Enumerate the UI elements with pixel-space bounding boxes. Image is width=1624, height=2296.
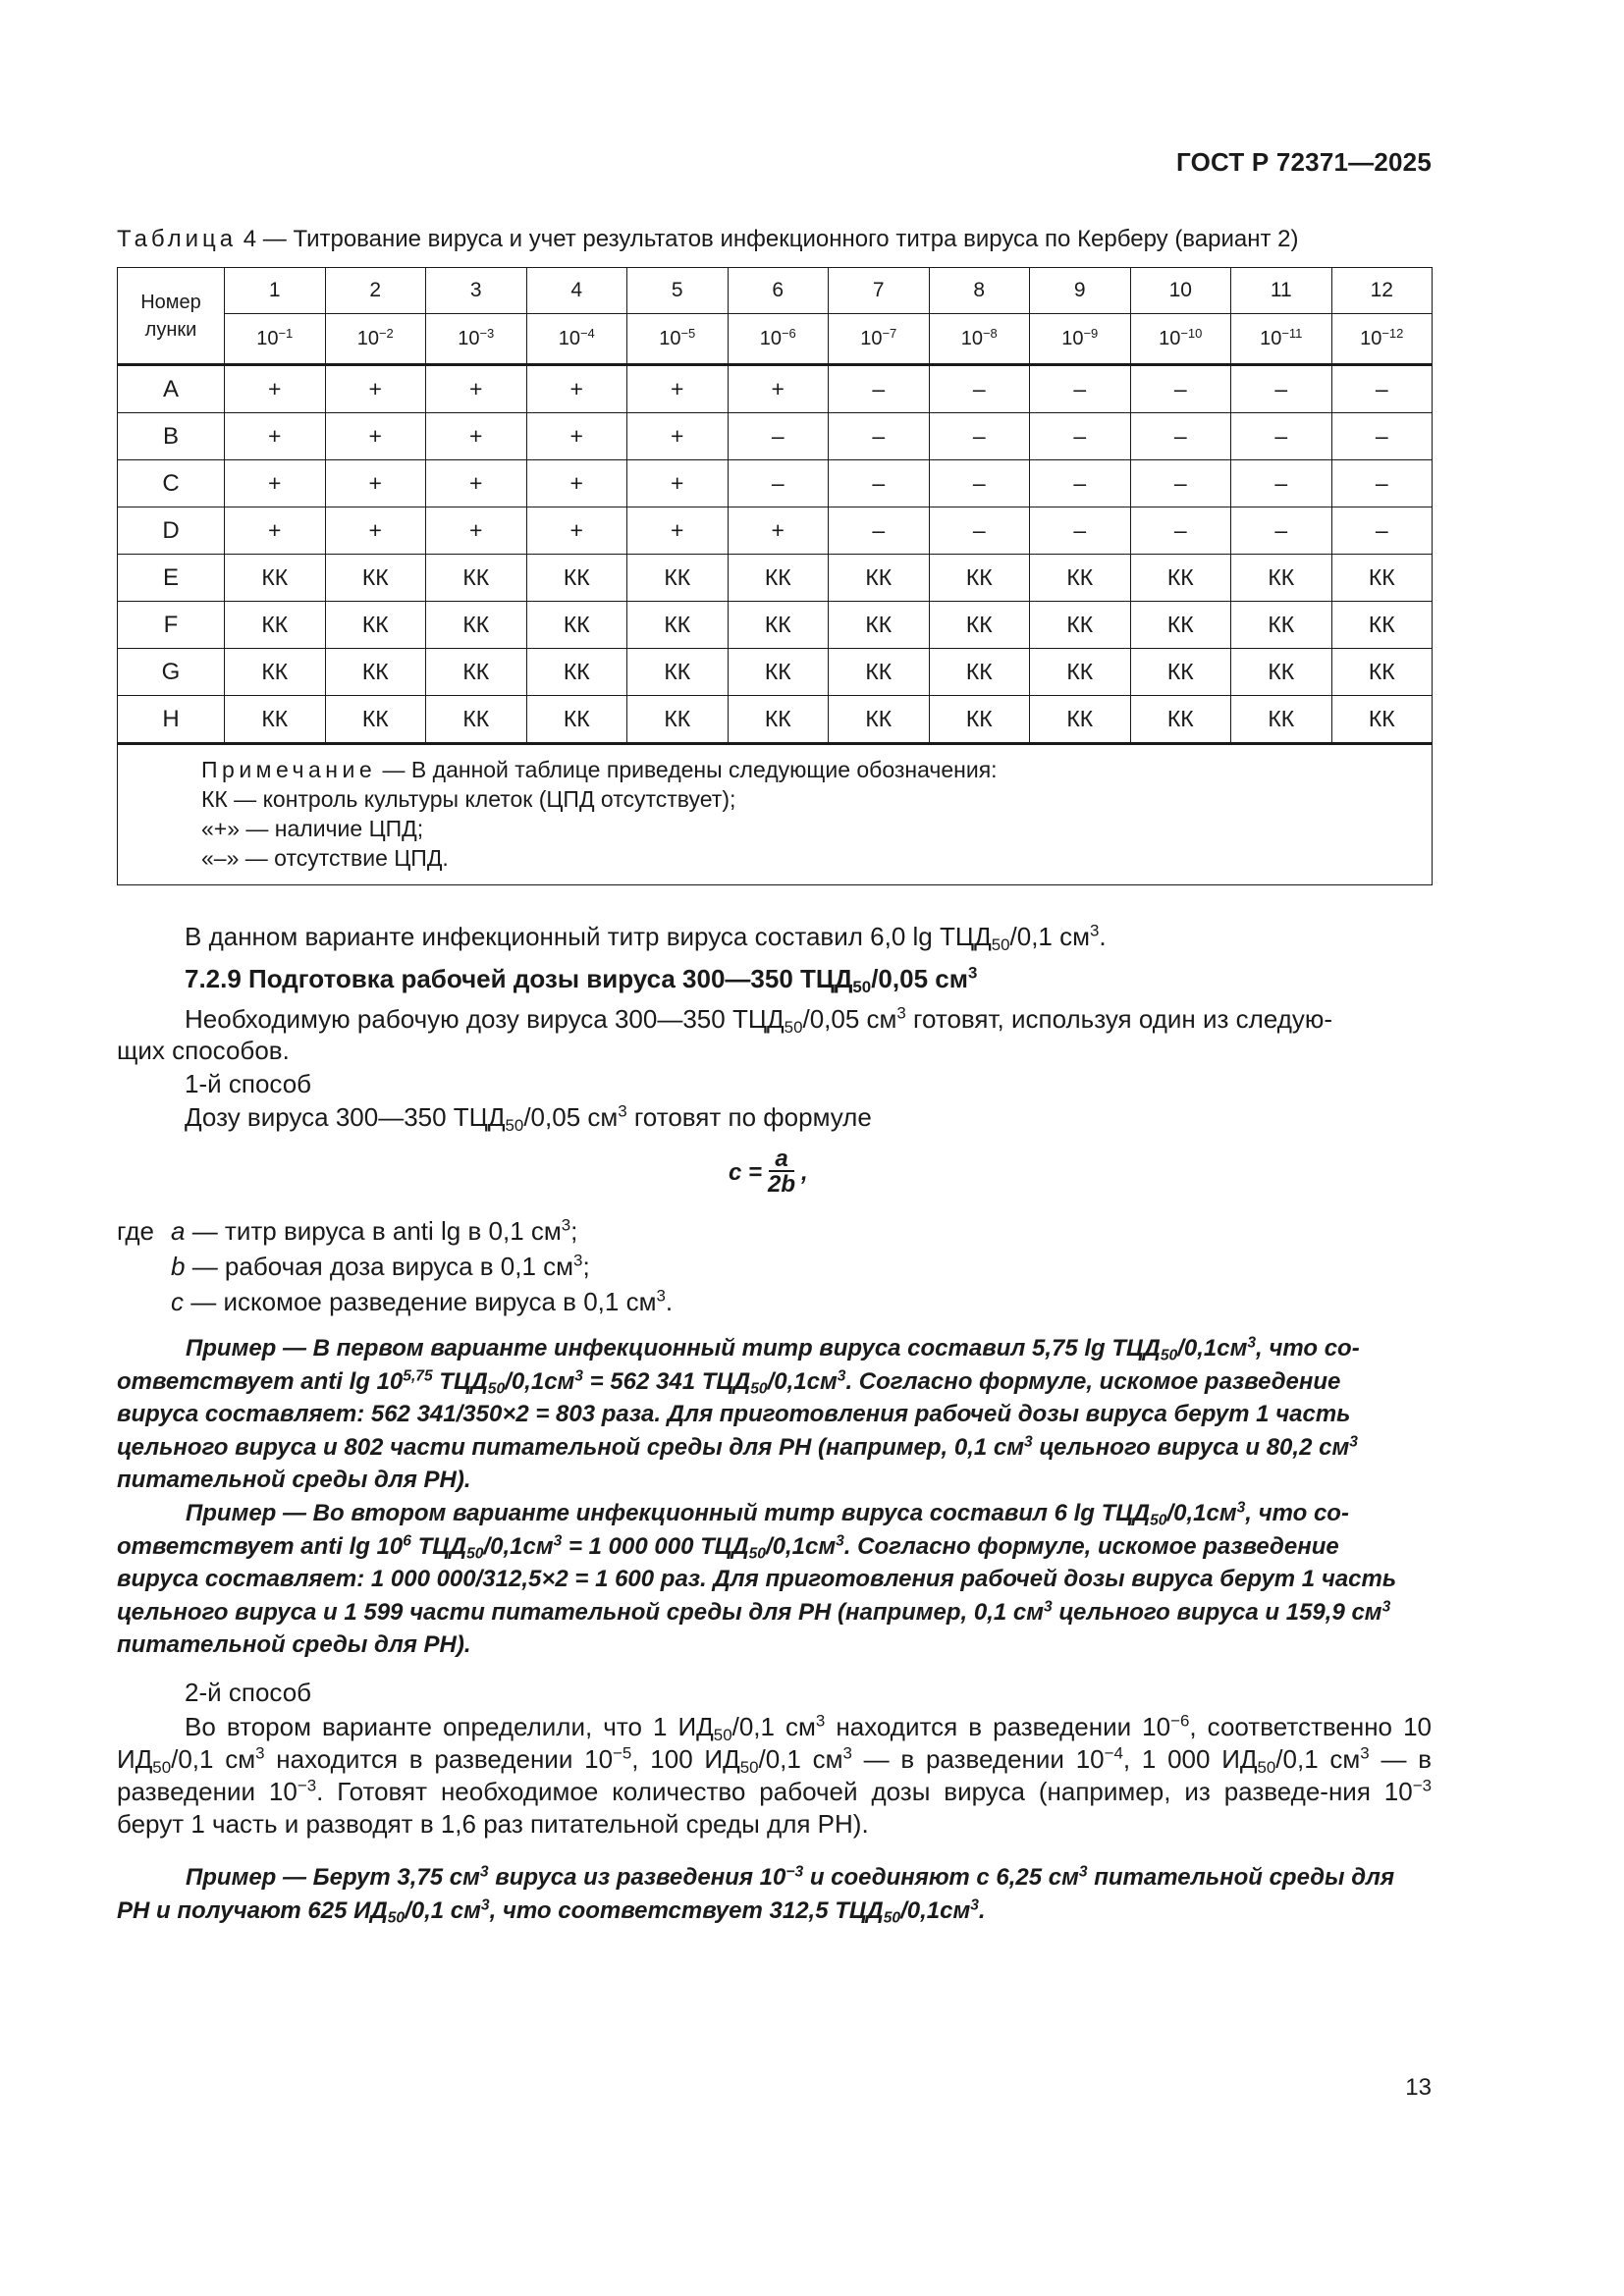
column-number: 2 bbox=[325, 268, 426, 314]
section-title: 7.2.9 Подготовка рабочей дозы вируса 300—350 $ТЦД_{50}/0,05$ $см^3$ bbox=[185, 963, 978, 997]
table-cell: КК bbox=[325, 649, 426, 696]
table-caption-text: 4 — Титрование вируса и учет результатов инфекционного титра вируса по Керберу (вариант 2) bbox=[237, 226, 1299, 252]
table-cell: – bbox=[929, 365, 1030, 413]
column-dilution: $10^{-12}$ bbox=[1331, 314, 1433, 365]
table-note-row bbox=[118, 744, 1433, 885]
table-caption-label: Таблица bbox=[117, 226, 238, 252]
table-cell: КК bbox=[627, 696, 729, 744]
table-cell: – bbox=[929, 507, 1030, 555]
formula-numerator: a bbox=[769, 1148, 793, 1172]
table-cell: + bbox=[526, 460, 627, 507]
table-cell: – bbox=[1130, 413, 1231, 460]
table-cell: – bbox=[1030, 413, 1131, 460]
table-cell: КК bbox=[728, 602, 829, 649]
table-cell: КК bbox=[1231, 696, 1332, 744]
note-intro: — В данной таблице приведены следующие обозначения: bbox=[376, 757, 998, 782]
table-cell: – bbox=[1231, 365, 1332, 413]
table-cell: КК bbox=[829, 696, 930, 744]
table-row bbox=[118, 365, 1433, 413]
table-cell: – bbox=[1130, 460, 1231, 507]
document-id: ГОСТ Р 72371—2025 bbox=[1176, 147, 1432, 177]
table-cell: КК bbox=[929, 555, 1030, 602]
row-label: E bbox=[118, 555, 225, 602]
table-cell: КК bbox=[526, 696, 627, 744]
row-label: D bbox=[118, 507, 225, 555]
table-cell: КК bbox=[829, 602, 930, 649]
table-cell: КК bbox=[1331, 602, 1433, 649]
formula-lhs: c = bbox=[729, 1159, 763, 1186]
table-note bbox=[118, 744, 1433, 885]
row-label: A bbox=[118, 365, 225, 413]
column-number: 11 bbox=[1231, 268, 1332, 314]
formula-denominator: 2b bbox=[768, 1171, 796, 1198]
column-number: 8 bbox=[929, 268, 1030, 314]
formula-tail: , bbox=[801, 1159, 808, 1186]
method1-label: 1-й способ bbox=[185, 1069, 312, 1098]
column-dilution: $10^{-9}$ bbox=[1030, 314, 1131, 365]
table-cell: – bbox=[1231, 413, 1332, 460]
table-row bbox=[118, 602, 1433, 649]
column-number: 4 bbox=[526, 268, 627, 314]
where-item-a: a — титр вируса в anti lg в 0,1 $см^3$; bbox=[171, 1215, 578, 1246]
table-cell: КК bbox=[728, 649, 829, 696]
table-cell: КК bbox=[1331, 555, 1433, 602]
table-header-row-numbers bbox=[118, 268, 1433, 314]
table-row bbox=[118, 696, 1433, 744]
table-cell: КК bbox=[929, 649, 1030, 696]
table-cell: КК bbox=[1130, 696, 1231, 744]
column-number: 5 bbox=[627, 268, 729, 314]
row-header-cell bbox=[118, 268, 225, 365]
table-row bbox=[118, 649, 1433, 696]
table-cell: – bbox=[1231, 460, 1332, 507]
table-cell: КК bbox=[929, 602, 1030, 649]
column-dilution: $10^{-6}$ bbox=[728, 314, 829, 365]
table-cell: + bbox=[225, 413, 326, 460]
table-cell: КК bbox=[225, 649, 326, 696]
table-cell: – bbox=[1331, 460, 1433, 507]
table-row bbox=[118, 555, 1433, 602]
table-cell: КК bbox=[426, 555, 527, 602]
table-cell: КК bbox=[225, 696, 326, 744]
table-cell: + bbox=[627, 460, 729, 507]
column-dilution: $10^{-5}$ bbox=[627, 314, 729, 365]
table-cell: + bbox=[325, 460, 426, 507]
table-cell: КК bbox=[1231, 649, 1332, 696]
table-cell: + bbox=[225, 460, 326, 507]
row-label: H bbox=[118, 696, 225, 744]
note-label: Примечание bbox=[201, 757, 377, 782]
table-cell: + bbox=[526, 507, 627, 555]
table-cell: КК bbox=[929, 696, 1030, 744]
table-cell: – bbox=[829, 365, 930, 413]
row-label: F bbox=[118, 602, 225, 649]
table-cell: + bbox=[426, 507, 527, 555]
table-cell: КК bbox=[526, 555, 627, 602]
table-cell: – bbox=[1030, 460, 1131, 507]
table-cell: КК bbox=[1231, 555, 1332, 602]
table-row bbox=[118, 507, 1433, 555]
table-cell: + bbox=[426, 460, 527, 507]
table-cell: КК bbox=[1030, 649, 1131, 696]
method2-label: 2-й способ bbox=[185, 1678, 312, 1707]
row-header-text: Номер лунки bbox=[140, 291, 201, 341]
page-number: 13 bbox=[1405, 2074, 1432, 2101]
table-cell: – bbox=[728, 460, 829, 507]
table-cell: КК bbox=[1130, 555, 1231, 602]
where-item-c: c — искомое разведение вируса в 0,1 $см^3$. bbox=[171, 1286, 674, 1316]
table-cell: КК bbox=[426, 649, 527, 696]
table-cell: – bbox=[929, 460, 1030, 507]
note-line: «–» — отсутствие ЦПД. bbox=[201, 845, 449, 871]
table-cell: – bbox=[1331, 365, 1433, 413]
column-number: 1 bbox=[225, 268, 326, 314]
table-cell: + bbox=[426, 413, 527, 460]
table-cell: КК bbox=[1130, 649, 1231, 696]
column-number: 10 bbox=[1130, 268, 1231, 314]
table-cell: – bbox=[1331, 507, 1433, 555]
table-cell: – bbox=[829, 460, 930, 507]
table-cell: КК bbox=[325, 555, 426, 602]
row-label: G bbox=[118, 649, 225, 696]
column-number: 7 bbox=[829, 268, 930, 314]
table-cell: КК bbox=[1331, 649, 1433, 696]
table-cell: + bbox=[325, 507, 426, 555]
table-cell: – bbox=[1130, 365, 1231, 413]
method1-line: Дозу вируса 300—350 $ТЦД_{50}/0,05$ $см^3$ готовят по формуле bbox=[185, 1101, 872, 1136]
table-cell: – bbox=[1030, 365, 1131, 413]
column-dilution: $10^{-2}$ bbox=[325, 314, 426, 365]
table-cell: КК bbox=[728, 696, 829, 744]
table-cell: КК bbox=[1030, 555, 1131, 602]
method2-paragraph: Во втором варианте определили, что 1 $ИД_{50}/0,1$ $см^3$ находится в разведении $10^{-6}$, соответственно 10 $ИД_{50}/0,1$ $см^3$ находится в разведении $10^{-5}$, 100 $ИД_{50}/0,1$ $см^3$ — в разведении $10^{-4}$, 1 000 $ИД_{50}/0,1$ $см^3$ — в разведении $10^{-3}$. Готовят необходимое количество рабочей дозы вируса (например, из разведе-ния $10^{-3}$ берут 1 часть и разводят в 1,6 раз питательной среды для РН). bbox=[117, 1711, 1433, 1839]
formula-fraction bbox=[768, 1148, 795, 1198]
table-cell: КК bbox=[526, 602, 627, 649]
table-cell: + bbox=[728, 507, 829, 555]
table-caption bbox=[117, 226, 1299, 253]
column-number: 12 bbox=[1331, 268, 1433, 314]
column-dilution: $10^{-7}$ bbox=[829, 314, 930, 365]
table-cell: КК bbox=[225, 602, 326, 649]
table-cell: КК bbox=[829, 649, 930, 696]
dose-formula bbox=[729, 1148, 808, 1198]
table-cell: – bbox=[1130, 507, 1231, 555]
titer-sentence: В данном варианте инфекционный титр вируса составил 6,0 $\lg ТЦД_{50}/0,1$ $см^3$. bbox=[185, 921, 1107, 955]
where-word: где bbox=[117, 1216, 154, 1246]
table-cell: + bbox=[325, 365, 426, 413]
table-row bbox=[118, 413, 1433, 460]
table-cell: + bbox=[225, 507, 326, 555]
table-cell: + bbox=[426, 365, 527, 413]
table-cell: + bbox=[728, 365, 829, 413]
example-1: Пример — В первом варианте инфекционный титр вируса составил 5,75 $\lg ТЦД_{50}/0,1см^3$, что со- ответствует anti lg 10$^{5,75}$ $ТЦД_{50}/0,1см^3 = 562$ 341 $ТЦД_{50}/0,1см^3$. Согласно формуле, искомое разведение вируса составляет: 562 341/350×2 = 803 раза. Для приготовления рабочей дозы вируса берут 1 часть цельного вируса и 802 части питательной среды для РН (например, 0,1 $см^3$ цельного вируса и 80,2 $см^3$ питательной среды для РН). bbox=[117, 1334, 1360, 1493]
where-item-b: b — рабочая доза вируса в 0,1 $см^3$; bbox=[171, 1251, 590, 1281]
row-label: B bbox=[118, 413, 225, 460]
table-cell: КК bbox=[325, 696, 426, 744]
table-cell: + bbox=[627, 365, 729, 413]
table-cell: – bbox=[728, 413, 829, 460]
table-cell: + bbox=[627, 413, 729, 460]
table-cell: – bbox=[1030, 507, 1131, 555]
column-dilution: $10^{-4}$ bbox=[526, 314, 627, 365]
column-number: 9 bbox=[1030, 268, 1131, 314]
column-number: 3 bbox=[426, 268, 527, 314]
example-3: Пример — Берут 3,75 $см^3$ вируса из разведения $10^{-3}$ и соединяют с 6,25 $см^3$ питательной среды для РН и получают 625 $ИД_{50}/0,1$ $см^3$, что соответствует 312,5 $ТЦД_{50}/0,1см^3$. bbox=[117, 1863, 1395, 1927]
table-row bbox=[118, 460, 1433, 507]
table-cell: – bbox=[929, 413, 1030, 460]
table-cell: КК bbox=[1030, 696, 1131, 744]
example-2: Пример — Во втором варианте инфекционный титр вируса составил 6 $\lg ТЦД_{50}/0,1см^3$, что со- ответствует anti $\lg 10^6$ $ТЦД_{50}/0,1см^3 = 1$ 000 000 $ТЦД_{50}/0,1см^3$. Согласно формуле, искомое разведение вируса составляет: 1 000 000/312,5×2 = 1 600 раз. Для приготовления рабочей дозы вируса берут 1 часть цельного вируса и 1 599 части питательной среды для РН (например, 0,1 $см^3$ цельного вируса и 159,9 $см^3$ питательной среды для РН). bbox=[117, 1499, 1397, 1658]
table-cell: – bbox=[829, 507, 930, 555]
table-cell: КК bbox=[526, 649, 627, 696]
table-cell: КК bbox=[728, 555, 829, 602]
table-cell: КК bbox=[1030, 602, 1131, 649]
column-dilution: $10^{-11}$ bbox=[1231, 314, 1332, 365]
table-cell: КК bbox=[829, 555, 930, 602]
table-cell: КК bbox=[627, 649, 729, 696]
table-cell: КК bbox=[627, 602, 729, 649]
table-cell: КК bbox=[426, 696, 527, 744]
table-cell: + bbox=[325, 413, 426, 460]
table-header-row-dilutions bbox=[118, 314, 1433, 365]
column-dilution: $10^{-1}$ bbox=[225, 314, 326, 365]
row-label: C bbox=[118, 460, 225, 507]
table-cell: КК bbox=[1130, 602, 1231, 649]
titration-table bbox=[117, 267, 1433, 885]
note-line: «+» — наличие ЦПД; bbox=[201, 816, 424, 841]
table-cell: + bbox=[526, 413, 627, 460]
table-cell: КК bbox=[225, 555, 326, 602]
table-cell: КК bbox=[1331, 696, 1433, 744]
table-cell: + bbox=[627, 507, 729, 555]
table-cell: КК bbox=[627, 555, 729, 602]
table-cell: – bbox=[1231, 507, 1332, 555]
table-cell: КК bbox=[1231, 602, 1332, 649]
table-cell: + bbox=[526, 365, 627, 413]
column-dilution: $10^{-10}$ bbox=[1130, 314, 1231, 365]
table-cell: КК bbox=[325, 602, 426, 649]
table-cell: – bbox=[1331, 413, 1433, 460]
column-dilution: $10^{-3}$ bbox=[426, 314, 527, 365]
column-dilution: $10^{-8}$ bbox=[929, 314, 1030, 365]
prep-paragraph: Необходимую рабочую дозу вируса 300—350 $ТЦД_{50}/0,05$ $см^3$ готовят, используя один из следую- щих способов. bbox=[117, 1003, 1333, 1065]
table-cell: + bbox=[225, 365, 326, 413]
table-cell: КК bbox=[426, 602, 527, 649]
column-number: 6 bbox=[728, 268, 829, 314]
table-cell: – bbox=[829, 413, 930, 460]
note-line: КК — контроль культуры клеток (ЦПД отсутствует); bbox=[201, 786, 736, 812]
